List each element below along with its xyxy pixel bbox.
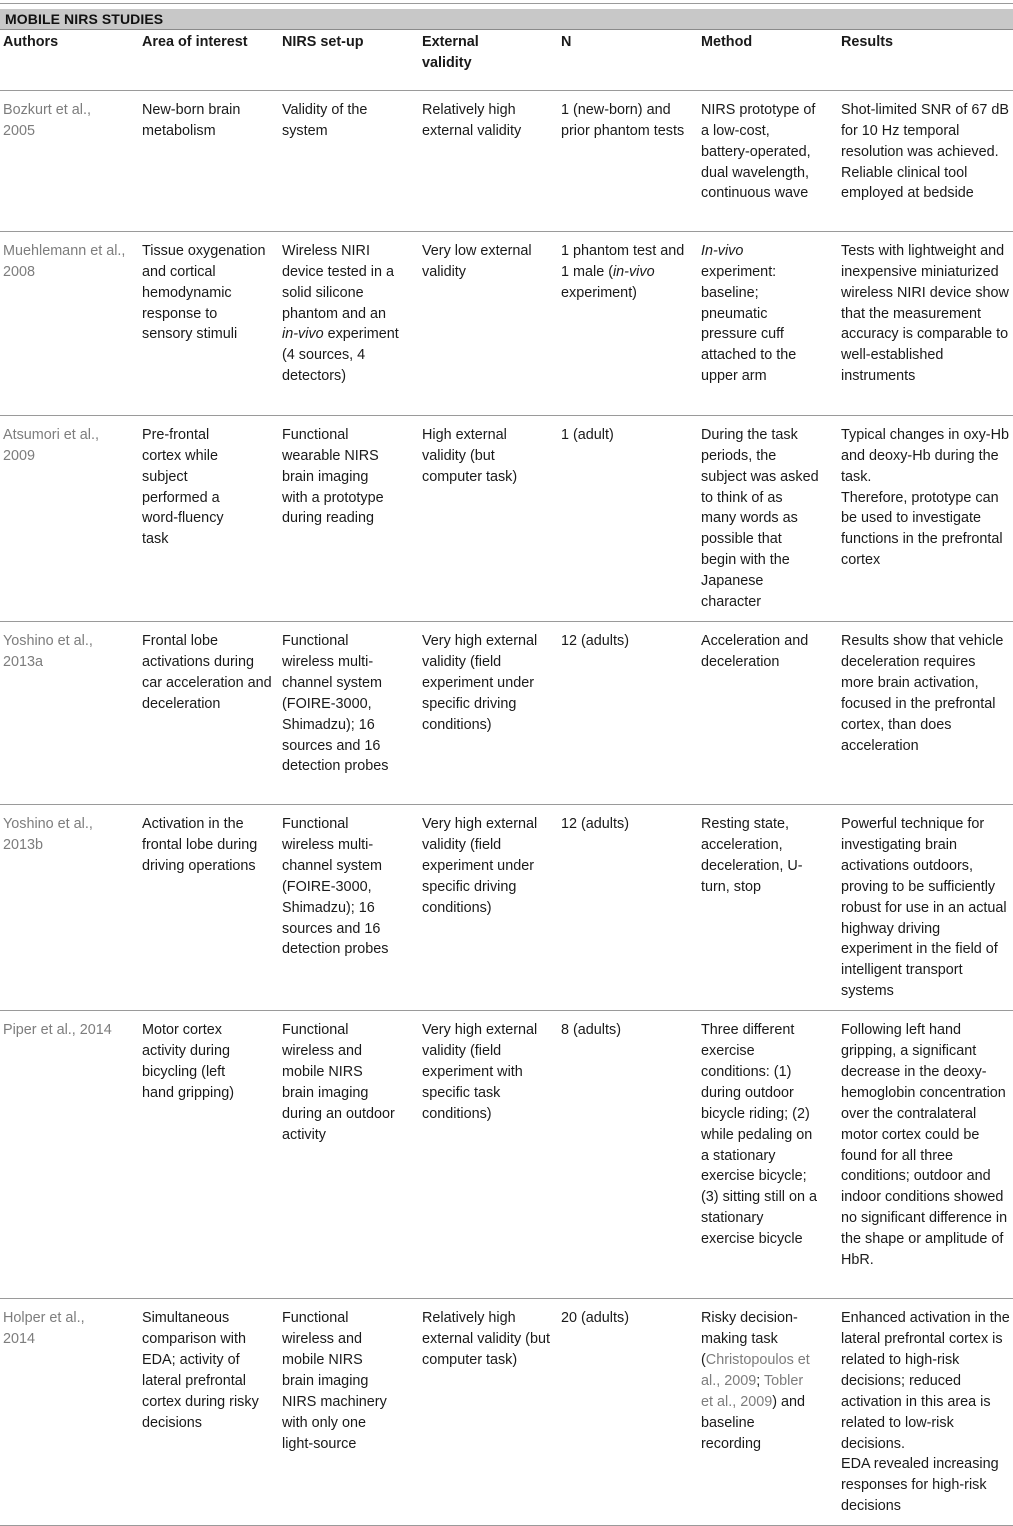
header-row [0,30,1013,90]
results-text-b: EDA revealed increasing responses for high-risk decisions [841,1456,999,1515]
top-rule [0,3,1013,4]
cell-validity: Very high external validity (field experiment under specific driving conditions) [422,815,538,916]
cell-author: Yoshino et al., 2013b [3,815,93,853]
cell-author: Muehlemann et al., 2008 [3,242,126,280]
method-text-a: Risky decision-making task ( [701,1310,798,1368]
cell-setup: Functional wearable NIRS brain imaging with a prototype during reading [282,426,384,527]
cell-author: Yoshino et al., 2013a [3,632,93,670]
cell-method: Three different exercise conditions: (1) during outdoor bicycle riding; (2) while pedaling on a stationary exercise bicycle; (3) sitting still on a stationary exercise bicycle [701,1022,817,1248]
cell-n: 1 (adult) [561,426,614,443]
cell-author: Bozkurt et al., 2005 [3,101,91,139]
cell-validity: Very high external validity (field experiment with specific task conditions) [422,1022,538,1122]
cell-method [701,1299,841,1526]
cell-n: 8 (adults) [561,1022,621,1039]
setup-text-b: experiment (4 sources, 4 detectors) [282,326,399,385]
results-text-a: Typical changes in oxy-Hb and deoxy-Hb during the task. [841,426,1009,485]
cell-n: 1 (new-born) and prior phantom tests [561,101,685,139]
cell-n: 20 (adults) [561,1310,629,1327]
table-row [0,1299,1013,1526]
cell-results: Shot-limited SNR of 67 dB for 10 Hz temporal resolution was achieved. Reliable clinical tool employed at bedside [841,101,1009,202]
table-row [0,231,1013,415]
section-banner [0,9,1013,30]
cell-validity: Relatively high external validity [422,101,522,139]
cell-setup: Functional wireless multi-channel system (FOIRE-3000, Shimadzu); 16 sources and 16 detection probes [282,815,389,958]
cell-validity: High external validity (but computer task) [422,426,518,485]
cell-validity: Relatively high external validity (but computer task) [422,1310,550,1368]
cell-setup [282,231,422,415]
cell-results: Following left hand gripping, a significant decrease in the deoxy-hemoglobin concentration over the contralateral motor cortex could be found for all three conditions; outdoor and indoor conditions showed no significant difference in the shape or amplitude of HbR. [841,1022,1008,1269]
cell-n: 12 (adults) [561,815,629,832]
table-row [0,804,1013,1010]
method-citation-link[interactable]: Christopoulos et al., 2009 [701,1351,810,1389]
column-header-setup: NIRS set-up [282,34,364,50]
method-text-b: experiment: baseline; pneumatic pressure cuff attached to the upper arm [701,263,797,385]
cell-results [841,415,1013,621]
cell-method: Resting state, acceleration, deceleration, U-turn, stop [701,815,803,895]
cell-setup: Validity of the system [282,101,368,139]
cell-author: Piper et al., 2014 [3,1022,112,1039]
method-citation-link[interactable]: Tobler et al., 2009 [701,1372,804,1410]
cell-setup: Functional wireless and mobile NIRS brain imaging NIRS machinery with only one light-source [282,1310,387,1452]
studies-table [0,30,1013,1526]
setup-text-a: Wireless NIRI device tested in a solid silicone phantom and an [282,242,394,322]
results-text-a: Enhanced activation in the lateral prefrontal cortex is related to high-risk decisions; reduced activation in this area is related to low-risk decisions. [841,1310,1010,1452]
n-text-a: 1 phantom test and 1 male ( [561,242,685,280]
cell-setup: Functional wireless and mobile NIRS brain imaging during an outdoor activity [282,1022,395,1143]
method-text-sep: ; [756,1372,764,1389]
method-text-b: ) and baseline recording [701,1393,806,1452]
cell-validity: Very high external validity (field experiment under specific driving conditions) [422,632,538,733]
cell-results: Powerful technique for investigating brain activations outdoors, proving to be sufficiently robust for use in an actual highway driving experiment in the field of intelligent transport systems [841,815,1007,1000]
column-header-n: N [561,34,572,50]
cell-method: During the task periods, the subject was asked to think of as many words as possible that begin with the Japanese character [701,426,819,611]
cell-method: NIRS prototype of a low-cost, battery-operated, dual wavelength, continuous wave [701,101,816,202]
column-header-validity: External validity [422,34,479,71]
cell-method [701,231,841,415]
table-row [0,415,1013,621]
results-text-b: Therefore, prototype can be used to investigate functions in the prefrontal cortex [841,489,1003,569]
table-row [0,621,1013,804]
column-header-method: Method [701,34,753,50]
cell-area: Activation in the frontal lobe during driving operations [142,815,258,874]
column-header-authors: Authors [3,34,59,50]
column-header-results: Results [841,34,893,50]
cell-author: Atsumori et al., 2009 [3,426,99,464]
cell-area: Frontal lobe activations during car acceleration and deceleration [142,632,272,712]
cell-author: Holper et al., 2014 [3,1310,85,1348]
n-text-b: experiment) [561,284,637,301]
table-row [0,90,1013,231]
cell-results [841,1299,1013,1526]
cell-method: Acceleration and deceleration [701,632,809,670]
cell-n [561,231,701,415]
column-header-area: Area of interest [142,34,248,50]
cell-area: Pre-frontal cortex while subject performed a word-fluency task [142,426,224,548]
method-text-italic: In-vivo [701,242,744,259]
section-title: MOBILE NIRS STUDIES [5,11,164,27]
cell-area: Motor cortex activity during bicycling (left hand gripping) [142,1022,235,1101]
cell-results: Tests with lightweight and inexpensive miniaturized wireless NIRI device show that the measurement accuracy is comparable to well-established instruments [841,242,1009,385]
cell-area: New-born brain metabolism [142,101,241,139]
cell-results: Results show that vehicle deceleration requires more brain activation, focused in the prefrontal cortex, than does acceleration [841,632,1004,754]
cell-n: 12 (adults) [561,632,629,649]
n-text-italic: in-vivo [612,263,655,280]
cell-setup: Functional wireless multi-channel system (FOIRE-3000, Shimadzu); 16 sources and 16 detection probes [282,632,389,775]
cell-area: Simultaneous comparison with EDA; activity of lateral prefrontal cortex during risky decisions [142,1310,259,1431]
table-row [0,1011,1013,1299]
cell-area: Tissue oxygenation and cortical hemodynamic response to sensory stimuli [142,242,266,343]
cell-validity: Very low external validity [422,242,532,280]
setup-text-italic: in-vivo [282,326,324,343]
